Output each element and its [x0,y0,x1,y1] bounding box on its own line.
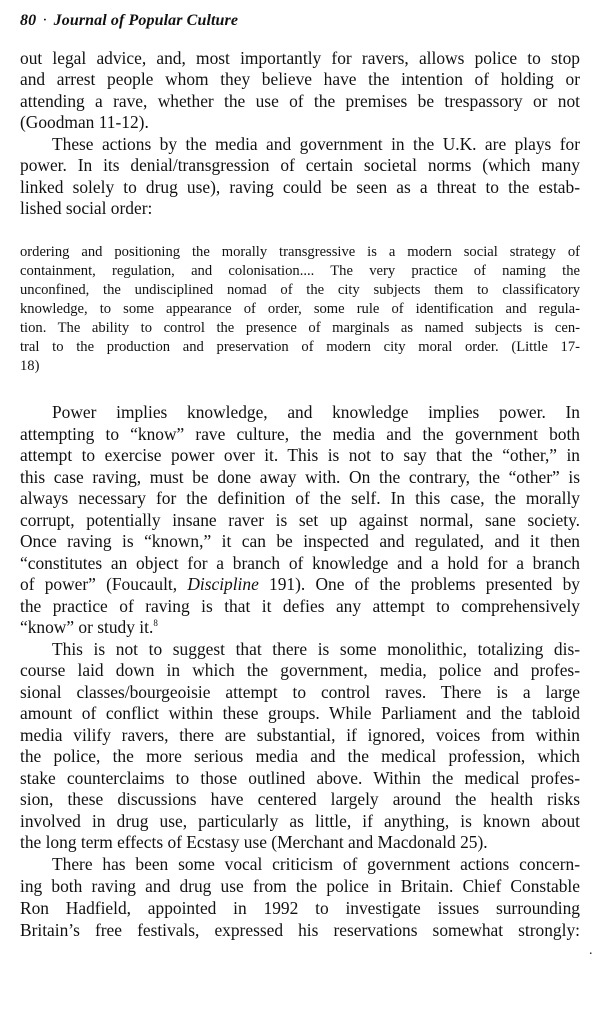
body-line: attempting to “know” rave culture, the media and the government both [20,424,580,444]
stray-mark: . [589,943,593,958]
citation-prefix: of power” (Foucault, [20,574,188,594]
body-line [20,574,580,595]
body-line: course laid down in which the government, media, police and profes- [20,660,580,680]
body-line: amount of conflict within these groups. While Parliament and the tabloid [20,703,580,723]
body-line: attempt to exercise power over it. This is not to say that the “other,” in [20,445,580,465]
body-line: the police, the more serious media and the medical profession, which [20,746,580,766]
body-line: this case raving, must be done away with. On the contrary, the “other” is [20,467,580,487]
citation-suffix: 191). One of the problems presented by [258,574,580,594]
block-quote-line: knowledge, to some appearance of order, some rule of identification and regula- [20,301,580,317]
body-line: stake counterclaims to those outlined above. Within the medical profes- [20,768,580,788]
body-line: the practice of raving is that it defies any attempt to comprehensively [20,596,580,616]
body-line: linked solely to drug use), raving could be seen as a threat to the estab- [20,177,580,197]
header-separator: · [42,12,48,29]
body-line: the long term effects of Ecstasy use (Merchant and Macdonald 25). [20,832,488,852]
body-line: sion, these discussions have centered largely around the health risks [20,789,580,809]
body-line: sional classes/bourgeoisie attempt to control raves. There is a large [20,682,580,702]
body-line: Ron Hadfield, appointed in 1992 to investigate issues surrounding [20,898,580,918]
body-line: Britain’s free festivals, expressed his reservations somewhat strongly: [20,920,580,940]
body-line: These actions by the media and government in the U.K. are plays for [52,134,580,154]
running-header [20,12,238,30]
body-line: lished social order: [20,198,153,218]
block-quote-line: 18) [20,358,40,374]
body-line: and arrest people whom they believe have the intention of holding or [20,69,580,89]
journal-title: Journal of Popular Culture [53,12,239,29]
cited-work-title: Discipline [187,574,259,594]
body-line: power. In its denial/transgression of certain societal norms (which many [20,155,580,175]
body-line: out legal advice, and, most importantly for ravers, allows police to stop [20,48,580,68]
footnote-marker[interactable]: 8 [153,618,158,629]
block-quote-line: containment, regulation, and colonisation.... The very practice of naming the [20,263,580,279]
block-quote-line: ordering and positioning the morally transgressive is a modern social strategy of [20,244,580,260]
body-line: attending a rave, whether the use of the premises be trespassory or not [20,91,580,111]
body-line: “constitutes an object for a branch of knowledge and a hold for a branch [20,553,580,573]
block-quote-line: tion. The ability to control the presence of marginals as named subjects is cen- [20,320,580,336]
block-quote-line: tral to the production and preservation of modern city moral order. (Little 17- [20,339,580,355]
body-line: media vilify ravers, there are substantial, if ignored, voices from within [20,725,580,745]
body-line: ing both raving and drug use from the police in Britain. Chief Constable [20,876,580,896]
body-line: Once raving is “known,” it can be inspected and regulated, and it then [20,531,580,551]
body-line [20,617,580,638]
body-line: This is not to suggest that there is some monolithic, totalizing dis- [52,639,580,659]
body-line: involved in drug use, particularly as little, if anything, is known about [20,811,580,831]
body-text: “know” or study it. [20,617,154,637]
body-line: There has been some vocal criticism of government actions concern- [52,854,580,874]
page-number: 80 [20,12,37,29]
body-line: (Goodman 11-12). [20,112,149,132]
body-line: corrupt, potentially insane raver is set up against normal, sane society. [20,510,580,530]
body-line: always necessary for the definition of the self. In this case, the morally [20,488,580,508]
body-line: Power implies knowledge, and knowledge implies power. In [52,402,580,422]
block-quote-line: unconfined, the undisciplined nomad of the city subjects them to classificatory [20,282,580,298]
